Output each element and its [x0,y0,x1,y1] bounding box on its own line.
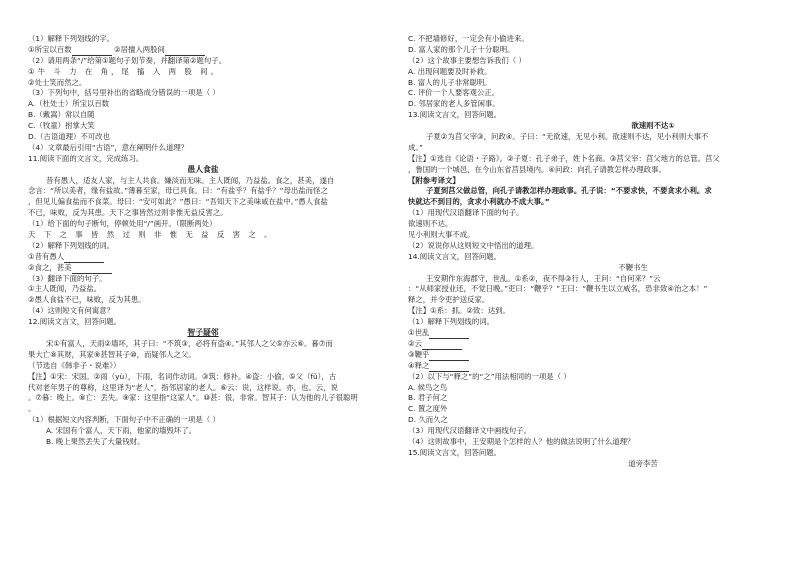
line-text: 【注】①选自《论语・子路》。②子夏：孔子弟子，姓卜名商。③莒父宰：莒父地方的总管。莒父 [408,153,720,163]
line-text: （4）文章最后引用“古语”，意在阐明什么道理？ [28,142,189,152]
line-text: （2）说说你从这则短文中悟出的道理。 [408,240,539,250]
line-text: 14.阅读文言文，回答问题。 [408,251,502,261]
right-line [408,393,768,404]
line-text: （4）这则故事中，王安期是个怎样的人？他的做法说明了什么道理？ [408,436,635,446]
line-text: 快就达不到目的，贪求小利就办不成大事。” [408,197,550,207]
line-text: （3）用现代汉语翻译文中画线句子。 [408,426,531,436]
left-line [28,393,378,404]
left-line [28,67,378,78]
line-text: C. 置之度外 [408,404,448,414]
left-column [28,34,378,448]
line-text: ：“从师家授业还，不觉日晚。”吏曰：“鞭乎？”王曰：“鞭书生以立威名，恐非致④治之本！” [408,284,708,294]
answer-blank[interactable] [64,254,104,263]
line-text: （3）翻译下面的句子。 [28,273,107,283]
left-line [28,186,378,197]
line-text: 见小利则大事不成。 [408,230,475,240]
line-text: ①世乱 [408,328,430,338]
line-text: D.（古语道理）不可改也 [28,132,110,142]
left-line [28,132,378,143]
line-text: （1）根据短文内容判断，下面句子中不正确的一项是（ ） [28,415,220,425]
line-text: ②居擅入两股间 [111,44,165,54]
left-line [28,34,378,45]
left-line [28,426,378,437]
right-column [408,34,768,470]
line-text: 欲速则不达。 [408,219,453,229]
right-line [408,230,768,241]
line-text: 不已，味败，反为其患。天下之事皆然过则非惟无益反害之。 [28,208,228,218]
line-text: 【附参考译文】 [408,175,460,185]
line-text: 道旁李苦 [628,458,658,468]
left-line [28,328,378,339]
right-line [408,372,768,383]
left-line [28,121,378,132]
left-line [28,110,378,121]
line-text: ①牛 斗 力 在 角，尾 搐 入 两 股 间。 [28,66,221,76]
line-text: ，鲁国的一个城邑，在今山东省莒县境内。④问政：向孔子请教怎样办理政事。 [408,164,666,174]
right-line [408,121,768,132]
line-text: 代对老年男子的尊称，这里译为“老人”，指邻居家的老人。⑥云：说，这样说。亦，也。云，说 [28,382,338,392]
line-text: 果大亡⑧其财，其家⑨甚智其子⑩，而疑邻人之父。 [28,349,196,359]
right-line [408,426,768,437]
line-text: 愚人食盐 [187,164,219,174]
left-line [28,88,378,99]
right-line [408,328,768,339]
answer-blank[interactable] [429,363,469,372]
left-line [28,295,378,306]
right-line [408,339,768,350]
right-line [408,110,768,121]
line-text: ③鞭乎 [408,349,430,359]
left-line [28,284,378,295]
right-line [408,45,768,56]
line-text: 11.阅读下面的文言文，完成练习。 [28,153,144,163]
right-line [408,284,768,295]
left-line [28,78,378,89]
right-line [408,88,768,99]
line-text: B. 君子何之 [408,393,448,403]
line-text: ②愚人食盐不已，味败，反为其患。 [28,295,146,305]
answer-blank[interactable] [429,352,469,361]
right-line [408,197,768,208]
right-line [408,241,768,252]
right-line [408,274,768,285]
left-line [28,143,378,154]
left-line [28,208,378,219]
left-line [28,383,378,394]
line-text: （节选自《韩非子・说难》） [28,360,121,370]
line-text: D. 久而久之 [408,415,448,425]
line-text: ①所宝以百数 [28,44,72,54]
line-text: 13.阅读文言文，回答问题。 [408,110,502,120]
left-line [28,274,378,285]
left-line [28,219,378,230]
line-text: （1）给下面的句子断句，停顿处用“/”画开。（限断两处） [28,219,217,229]
right-line [408,67,768,78]
line-text: C. 不把墙修好，一定会有小偷进来。 [408,34,529,43]
line-text: D. 邻居家的老人多管闲事。 [408,99,500,109]
line-text: （4）这则短文有何寓意？ [28,306,115,316]
line-text: 子夏到莒父做总管，向孔子请教怎样办理政事。孔子说：“不要求快，不要贪求小利。求 [426,186,712,196]
line-text: 宋①有富人，天雨②墙坏，其子曰：“不筑③，必将有盗④。”其邻人之父⑤亦云⑥。暮⑦而 [46,338,333,348]
line-text: B. 富人的儿子非常聪明。 [408,77,492,87]
line-text: A. 宋国有个富人，天下雨，他家的墙毁坏了。 [46,426,197,436]
left-line [28,437,378,448]
line-text: 子夏②为莒父宰③，问政④。子曰：“无欲速，无见小利。欲速则不达，见小利则大事不 [426,132,709,142]
line-text: （1）解释下列划线的字。 [28,34,115,43]
line-text: （2）解释下列划线的词。 [28,240,115,250]
right-line [408,56,768,67]
right-line [408,437,768,448]
line-text: 【注】①宋：宋国。②雨（yù），下雨，名词作动词。③筑：修补。④盗：小偷。⑤父（fǔ），古 [28,371,337,381]
right-line [408,448,768,459]
left-line [28,372,378,383]
right-line [408,263,768,274]
line-text: 天 下 之 事 皆 然 过 则 非 惟 无 益 反 害 之 。 [28,230,275,240]
line-text: （2）这个故事主要想告诉我们（ ） [408,55,526,65]
left-line [28,154,378,165]
line-text: ①主人既闻，乃益盐。 [28,284,102,294]
line-text: ④释之 [408,360,430,370]
line-text: 智子疑邻 [187,328,219,338]
line-text: 释之，并令吏护送反家。 [408,295,490,305]
left-line [28,230,378,241]
left-line [28,350,378,361]
left-line [28,165,378,176]
right-line [408,99,768,110]
answer-blank[interactable] [429,330,469,339]
line-text: 。 [28,404,36,414]
left-line [28,317,378,328]
line-text: 王安期作东海郡守，世乱。①系②，夜不得③行人，王问：“自何来？”云 [426,273,661,283]
line-text: ②食之，甚美 [28,262,72,272]
left-line [28,56,378,67]
left-line [28,241,378,252]
right-line [408,459,768,470]
line-text: 成。” [408,142,423,152]
line-text: C.（牧童）拊掌大笑 [28,121,95,131]
line-text: ，但见儿偏食盐而不食菜。母曰：“安可如此？”愚曰：“吾知天下之美味咸在盐中。”愚人食盐 [28,197,328,207]
line-text: （1）解释下列划线的词。 [408,317,495,327]
left-line [28,45,378,56]
right-line [408,361,768,372]
right-line [408,154,768,165]
answer-blank[interactable] [72,47,112,56]
line-text: C. 评价一个人要客观公正。 [408,88,500,98]
line-text: （2）以下与“释之”的“之”用法相同的一项是（ ） [408,371,571,381]
line-text: A. 候鸟之鸟 [408,382,448,392]
right-line [408,219,768,230]
line-text: （3）下列句中，括号里补出的省略成分错误的一项是（ ） [28,88,220,98]
left-line [28,197,378,208]
line-text: B.（戴嵩）常以自随 [28,110,95,120]
line-text: （1）用现代汉语翻译下面的句子。 [408,208,524,218]
answer-blank[interactable] [422,341,462,350]
right-line [408,143,768,154]
line-text: A. 出现问题要及时补救。 [408,66,492,76]
right-line [408,415,768,426]
line-text: （2）请用两条“/”给第①题句子划节奏，并翻译第②题句子。 [28,55,227,65]
right-line [408,208,768,219]
line-text: 不鞭书生 [618,262,648,272]
left-line [28,306,378,317]
right-line [408,350,768,361]
right-line [408,404,768,415]
line-text: ①昔有愚人 [28,251,65,261]
right-line [408,306,768,317]
right-line [408,78,768,89]
right-line [408,295,768,306]
answer-blank[interactable] [165,47,205,56]
left-line [28,99,378,110]
line-text: ②处士笑而然之。 [28,77,87,87]
left-line [28,415,378,426]
left-line [28,176,378,187]
line-text: 欲速则不达① [631,121,675,131]
line-text: ②云 [408,338,423,348]
right-line [408,34,768,45]
right-line [408,186,768,197]
left-line [28,361,378,372]
line-text: B. 晚上果然丢失了大量钱财。 [46,436,145,446]
left-line [28,404,378,415]
line-text: 念言：“所以美者，缘有盐故。”薄暮至家，母已具食。曰：“有盐乎？有盐乎？”母出盐而怪之 [28,186,328,196]
right-line [408,132,768,143]
line-text: 昔有愚人，适友人家，与主人共食。嫌淡而无味。主人既闻，乃益盐。食之，甚美，遂自 [46,175,335,185]
line-text: 。⑦暮：晚上。⑧亡：丢失。⑨家：这里指“这家人”。⑩甚：很，非常。智其子：认为他的儿子很聪明 [28,393,358,403]
left-line [28,263,378,274]
line-text: D. 富人家的那个儿子十分聪明。 [408,44,515,54]
line-text: 12.阅读文言文，回答问题。 [28,317,122,327]
line-text: A.（杜处士）所宝以百数 [28,99,110,109]
right-line [408,252,768,263]
answer-blank[interactable] [72,265,112,274]
right-line [408,317,768,328]
line-text: 【注】①系：抓。②致：达到。 [408,306,510,316]
right-line [408,165,768,176]
line-text: 15.阅读文言文，回答问题。 [408,447,502,457]
right-line [408,176,768,187]
left-line [28,252,378,263]
left-line [28,339,378,350]
right-line [408,383,768,394]
